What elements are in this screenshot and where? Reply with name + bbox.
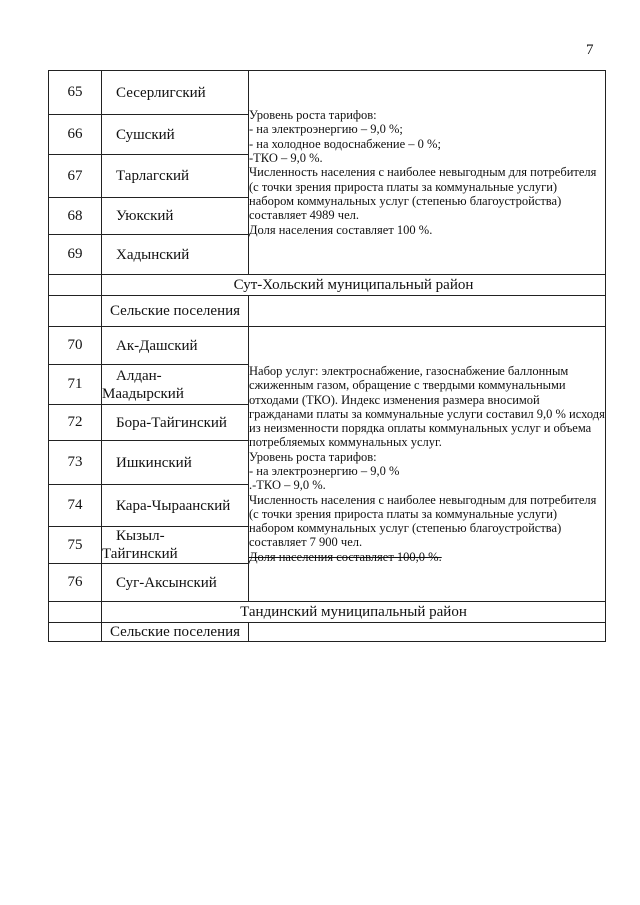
desc-line: Доля населения составляет 100 %.: [249, 222, 433, 237]
settlement-name: Алдан- Маадырский: [102, 365, 249, 405]
district-title: Тандинский муниципальный район: [102, 602, 606, 623]
district-row: [49, 275, 606, 296]
settlement-name: Тарлагский: [102, 155, 249, 198]
row-number: 71: [49, 365, 102, 405]
settlement-name: Кара-Чыраанский: [102, 485, 249, 527]
settlement-name: Сушский: [102, 115, 249, 155]
settlement-name: Суг-Аксынский: [102, 564, 249, 602]
desc-line: Набор услуг: электроснабжение, газоснабжение баллонным сжиженным газом, обращение с твердыми коммунальными отходами (ТКО). Индекс изменения размера вносимой гражданами платы за коммунальные услуги составил 9,0 % исходя из неизменности порядка оплаты коммунальных услуг и объема потребляемых коммунальных услуг.: [249, 363, 605, 450]
row-number: 72: [49, 405, 102, 441]
settlement-name: Кызыл- Тайгинский: [102, 527, 249, 564]
table-row: [49, 327, 606, 365]
row-number: 70: [49, 327, 102, 365]
row-number: 74: [49, 485, 102, 527]
desc-line: Численность населения с наиболее невыгодным для потребителя (с точки зрения прироста платы за коммунальные услуги) набором коммунальных услуг (степенью благоустройства) составляет 4989 чел.: [249, 165, 597, 223]
desc-line: Уровень роста тарифов:: [249, 449, 377, 464]
settlement-name: Сесерлигский: [102, 71, 249, 115]
row-number: 66: [49, 115, 102, 155]
settlement-name: Хадынский: [102, 235, 249, 275]
row-number: 69: [49, 235, 102, 275]
desc-line: - на электроэнергию – 9,0 %: [249, 464, 400, 478]
tariff-description: [249, 71, 606, 275]
row-number: 75: [49, 527, 102, 564]
table-row: [49, 71, 606, 115]
row-number: 76: [49, 564, 102, 602]
settlements-row: [49, 623, 606, 642]
settlements-row: [49, 296, 606, 327]
row-number: 73: [49, 441, 102, 485]
desc-line: Уровень роста тарифов:: [249, 108, 377, 123]
page-number: 7: [586, 42, 594, 58]
tariff-description: [249, 327, 606, 602]
settlement-name: Ишкинский: [102, 441, 249, 485]
row-number: 68: [49, 198, 102, 235]
district-title: Сут-Хольский муниципальный район: [102, 275, 606, 296]
settlements-label: Сельские поселения: [102, 623, 249, 642]
desc-line: - на электроэнергию – 9,0 %;: [249, 122, 403, 137]
desc-line: -ТКО – 9,0 %.: [249, 151, 323, 166]
municipal-tariff-table: [48, 70, 606, 642]
row-number: 65: [49, 71, 102, 115]
desc-line: Численность населения с наиболее невыгодным для потребителя (с точки зрения прироста платы за коммунальные услуги) набором коммунальных услуг (степенью благоустройства) составляет 7 900 чел.: [249, 492, 597, 550]
settlements-label: Сельские поселения: [102, 296, 249, 327]
desc-line: - на холодное водоснабжение – 0 %;: [249, 136, 441, 151]
settlement-name: Уюкский: [102, 198, 249, 235]
district-row: [49, 602, 606, 623]
settlement-name: Ак-Дашский: [102, 327, 249, 365]
settlement-name: Бора-Тайгинский: [102, 405, 249, 441]
desc-line: Доля населения составляет 100,0 %.: [249, 549, 442, 564]
row-number: 67: [49, 155, 102, 198]
desc-line: .-ТКО – 9,0 %.: [249, 478, 326, 493]
